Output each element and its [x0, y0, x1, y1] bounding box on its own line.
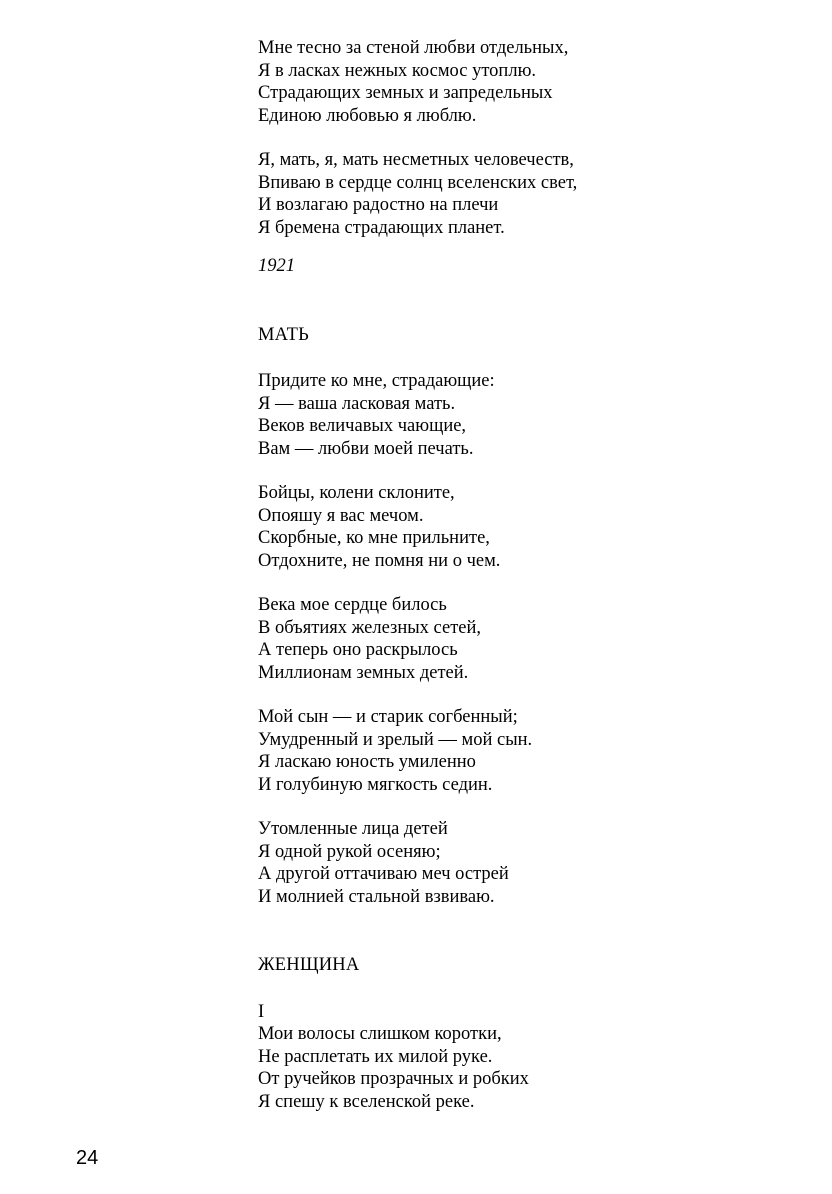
verse-line: Веков величавых чающие,: [258, 416, 467, 436]
page-content: [258, 37, 778, 1113]
verse-line: Я спешу к вселенской реке.: [258, 1091, 475, 1112]
verse-line: Миллионам земных детей.: [258, 662, 469, 683]
verse-line: Придите ко мне, страдающие:: [258, 371, 495, 391]
verse-line: Умудренный и зрелый — мой сын.: [258, 729, 533, 750]
verse-line: Отдохните, не помня ни о чем.: [258, 550, 501, 571]
verse-line: Не расплетать их милой руке.: [258, 1046, 493, 1067]
stanza: [258, 149, 778, 239]
poem-title: ЖЕНЩИНА: [258, 955, 360, 975]
verse-line: Впиваю в сердце солнц вселенских свет,: [258, 172, 578, 193]
verse-line: Утомленные лица детей: [258, 819, 448, 839]
verse-line: От ручейков прозрачных и робких: [258, 1069, 529, 1089]
verse-line: Мне тесно за стеной любви отдельных,: [258, 38, 569, 58]
verse-line: В объятиях железных сетей,: [258, 617, 482, 638]
verse-line: Скорбные, ко мне прильните,: [258, 528, 490, 548]
verse-line: Страдающих земных и запредельных: [258, 83, 553, 103]
poem-title: МАТЬ: [258, 324, 309, 345]
verse-line: Века мое сердце билось: [258, 595, 447, 615]
stanza: [258, 37, 778, 127]
part-number: I: [258, 1001, 265, 1022]
verse-line: И молнией стальной взвиваю.: [258, 886, 495, 907]
verse-line: И голубиную мягкость седин.: [258, 774, 493, 795]
verse-line: Единою любовью я люблю.: [258, 105, 477, 126]
verse-line: Я ласкаю юность умиленно: [258, 752, 476, 772]
verse-line: Вам — любви моей печать.: [258, 438, 474, 459]
verse-line: И возлагаю радостно на плечи: [258, 195, 499, 215]
verse-line: Я бремена страдающих планет.: [258, 217, 505, 238]
verse-line: А теперь оно раскрылось: [258, 640, 458, 660]
stanza: [258, 482, 778, 572]
verse-line: Опояшу я вас мечом.: [258, 505, 424, 526]
stanza: [258, 706, 778, 796]
stanza: [258, 1023, 778, 1113]
verse-line: Я, мать, я, мать несметных человечеств,: [258, 150, 574, 170]
page-number: 24: [76, 1147, 99, 1169]
verse-line: Бойцы, колени склоните,: [258, 483, 455, 503]
verse-line: Мои волосы слишком коротки,: [258, 1024, 502, 1044]
poem-date: 1921: [258, 256, 295, 276]
stanza: [258, 818, 778, 908]
verse-line: Я — ваша ласковая мать.: [258, 393, 456, 414]
verse-line: Я в ласках нежных космос утоплю.: [258, 60, 537, 81]
verse-line: Я одной рукой осеняю;: [258, 841, 441, 862]
stanza: [258, 594, 778, 684]
verse-line: А другой оттачиваю меч острей: [258, 864, 509, 884]
verse-line: Мой сын — и старик согбенный;: [258, 707, 518, 727]
stanza: [258, 370, 778, 460]
